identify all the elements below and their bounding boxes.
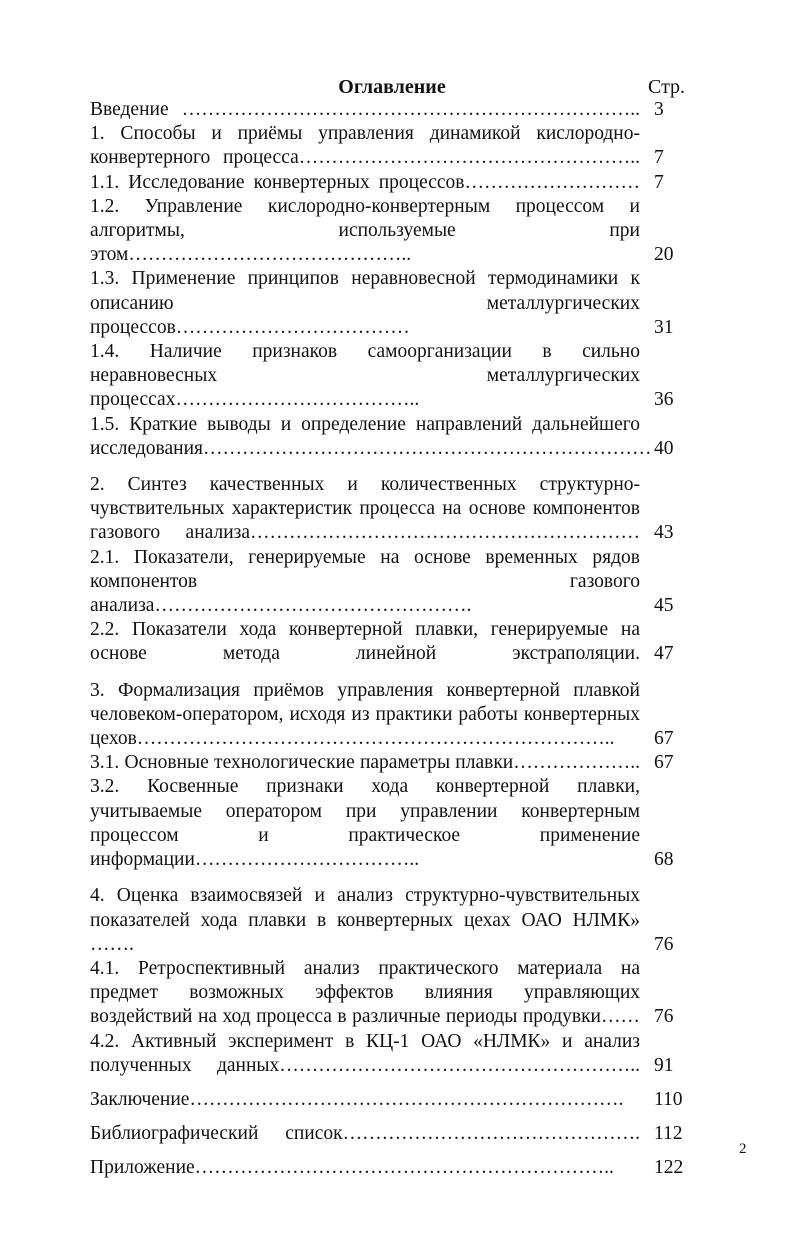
toc-entry-title: 1.2. Управление кислородно-конвертерным процессом и алгоритмы, используемые при этом…………………………………….. <box>90 195 640 266</box>
toc-entry-page: 40 <box>654 437 674 459</box>
toc-entry <box>90 618 690 666</box>
toc-entry-page: 67 <box>654 728 674 750</box>
toc-entry-page: 122 <box>654 1157 684 1179</box>
toc-entry <box>90 1088 690 1112</box>
toc-entry <box>90 340 690 413</box>
toc-entry-page: 7 <box>654 171 664 193</box>
toc-entry-title: Введение …………………………………………………………….. <box>90 99 640 120</box>
toc-list <box>90 98 690 1181</box>
toc-entry-title: 2.1. Показатели, генерируемые на основе временных рядов компонентов газового анализа…………………………………………. <box>90 546 640 617</box>
toc-entry <box>90 957 690 1030</box>
toc-entry-title: 2.2. Показатели хода конвертерной плавки, генерируемые на основе метода линейной экстраполяции. <box>90 619 640 665</box>
toc-entry-page: 45 <box>654 595 674 617</box>
toc-entry-title: 1.4. Наличие признаков самоорганизации в сильно неравновесных металлургических процессах……………………………….. <box>90 341 640 411</box>
page-number: 2 <box>739 1141 747 1157</box>
toc-entry-page: 110 <box>654 1088 683 1110</box>
toc-entry-title: Заключение…………………………………………………………. <box>90 1088 624 1110</box>
toc-entry <box>90 751 690 775</box>
toc-entry-page: 31 <box>654 316 674 338</box>
toc-entry-page: 36 <box>654 389 674 411</box>
toc-entry-page: 3 <box>654 99 664 120</box>
toc-entry-page: 76 <box>654 1006 674 1028</box>
toc-entry <box>90 679 690 752</box>
toc-entry-page: 91 <box>654 1054 674 1076</box>
toc-entry-page: 67 <box>654 752 674 774</box>
toc-entry <box>90 473 690 546</box>
toc-entry-title: Приложение……………………………………………………….. <box>90 1157 614 1179</box>
toc-entry <box>90 1030 690 1078</box>
toc-entry-title: 4.1. Ретроспективный анализ практического материала на предмет возможных эффектов влияния управляющих воздействий на ход процесса в различные периоды продувки…… <box>90 957 640 1028</box>
toc-entry-title: 1.3. Применение принципов неравновесной термодинамики к описанию металлургических процессов……………………………… <box>90 268 640 338</box>
toc-entry-title: 1.1. Исследование конвертерных процессов……………………… <box>90 171 640 193</box>
toc-entry-page: 68 <box>654 849 674 871</box>
toc-entry <box>90 884 690 957</box>
toc-entry-title: 3.1. Основные технологические параметры плавки……………….. <box>90 752 640 774</box>
toc-entry <box>90 775 690 872</box>
toc-entry <box>90 267 690 340</box>
toc-entry <box>90 195 690 268</box>
toc-entry <box>90 98 690 122</box>
toc-entry <box>90 413 690 461</box>
toc-entry-page: 43 <box>654 522 674 544</box>
toc-entry <box>90 1122 690 1146</box>
toc-entry <box>90 546 690 619</box>
toc-entry-page: 47 <box>654 643 674 665</box>
toc-entry-page: 76 <box>654 933 674 955</box>
toc-entry-title: Библиографический список………………………………………. <box>90 1123 640 1145</box>
toc-entry-page: 112 <box>654 1123 683 1145</box>
toc-heading: Оглавление <box>338 76 446 98</box>
toc-entry <box>90 122 690 170</box>
toc-entry-title: 4. Оценка взаимосвязей и анализ структурно-чувствительных показателей хода плавки в конвертерных цехах ОАО НЛМК» ……. <box>90 885 640 955</box>
page-column-header: Стр. <box>648 76 686 98</box>
toc-entry-title: 2. Синтез качественных и количественных структурно-чувствительных характеристик процесса на основе компонентов газового анализа…………………………………………………… <box>90 474 640 544</box>
toc-entry-title: 3. Формализация приёмов управления конвертерной плавкой человеком-оператором, исходя из практики работы конвертерных цехов……………………………………………………………….. <box>90 679 640 750</box>
toc-entry-page: 7 <box>654 147 664 169</box>
toc-entry-title: 1. Способы и приёмы управления динамикой кислородно-конвертерного процесса…………………………………………….. <box>90 123 640 169</box>
toc-entry <box>90 171 690 195</box>
toc-entry-page: 20 <box>654 244 674 266</box>
toc-entry-title: 1.5. Краткие выводы и определение направлений дальнейшего исследования…………………………………………………………… <box>90 413 652 459</box>
toc-entry-title: 4.2. Активный эксперимент в КЦ-1 ОАО «НЛМК» и анализ полученных данных……………………………………………….. <box>90 1030 640 1076</box>
toc-entry <box>90 1156 690 1180</box>
toc-entry-title: 3.2. Косвенные признаки хода конвертерной плавки, учитываемые оператором при управлении конвертерным процессом и практическое применение информации…………………………….. <box>90 776 640 871</box>
